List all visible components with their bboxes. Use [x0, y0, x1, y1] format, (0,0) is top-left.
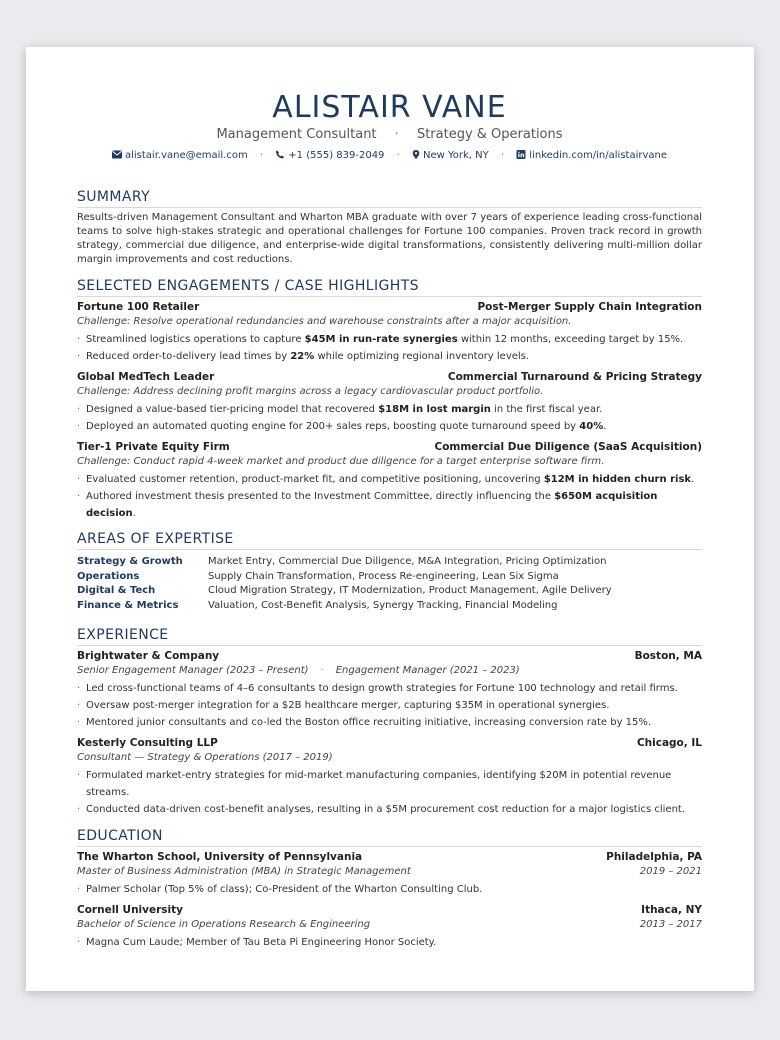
linkedin-icon [516, 150, 526, 159]
list-item [77, 401, 702, 418]
engagement-client: Global MedTech Leader [77, 371, 215, 383]
engagement-project: Commercial Due Diligence (SaaS Acquisition) [434, 441, 702, 453]
experience-bullets [77, 680, 702, 731]
bullet-highlight: 40% [579, 421, 604, 432]
education-degree: Bachelor of Science in Operations Research & Engineering [77, 919, 371, 930]
contact-location [412, 149, 489, 163]
engagement-project: Commercial Turnaround & Pricing Strategy [447, 371, 702, 383]
expertise-heading: AREAS OF EXPERTISE [77, 530, 702, 550]
candidate-subtitle [77, 126, 702, 144]
list-item: · Oversaw post-merger integration for a $2B healthcare merger, capturing $35M in operational synergies. [77, 697, 702, 714]
list-item: · Conducted data-driven cost-benefit analyses, resulting in a $5M procurement cost reduction for a major logistics client. [77, 801, 702, 818]
summary-text: Results-driven Management Consultant and Wharton MBA graduate with over 7 years of experience leading cross-functional teams to solve high-stakes strategic and operational challenges for Fortune 100 companies. Proven track record in growth strategy, commercial due diligence, and enterprise-wide digital transformations, consistently delivering multi-million dollar margin improvements and cost reductions. [77, 212, 702, 265]
engagement-client: Tier-1 Private Equity Firm [77, 441, 230, 453]
engagement-challenge: Challenge: Address declining profit margins across a legacy cardiovascular product portfolio. [77, 386, 544, 397]
education-dates: 2013 – 2017 [639, 919, 702, 930]
bullet-text: Reduced order-to-delivery lead times by [86, 351, 291, 362]
bullet-highlight: 22% [290, 351, 315, 362]
contact-email-text: alistair.vane@email.com [124, 150, 248, 161]
bullet-highlight: $12M in hidden churn risk [543, 474, 692, 485]
expertise-area: Digital & Tech [77, 585, 156, 596]
role-separator: · [320, 665, 324, 676]
list-item [77, 418, 702, 435]
list-item [77, 471, 702, 488]
bullet-highlight: $650M acquisition decision [86, 491, 658, 519]
list-item: · Palmer Scholar (Top 5% of class); Co-President of the Wharton Consulting Club. [77, 881, 702, 898]
experience-location: Chicago, IL [636, 737, 702, 749]
education-degree-row [77, 918, 702, 932]
experience-role: Consultant — Strategy & Operations (2017 – 2019) [77, 752, 333, 763]
engagement-item [77, 440, 702, 522]
bullet-text: . [691, 474, 695, 485]
bullet-text: while optimizing regional inventory levels. [314, 351, 530, 362]
experience-role: Engagement Manager (2021 – 2023) [335, 665, 520, 676]
bullet-text: Evaluated customer retention, product-market fit, and competitive positioning, uncovering [86, 474, 544, 485]
expertise-area: Strategy & Growth [77, 556, 183, 567]
experience-company: Brightwater & Company [77, 650, 220, 662]
engagement-bullets [77, 401, 702, 435]
bullet-text: Streamlined logistics operations to capture [86, 334, 305, 345]
education-degree: Master of Business Administration (MBA) in Strategic Management [77, 866, 411, 877]
bullet-text: Deployed an automated quoting engine for 200+ sales reps, boosting quote turnaround speed by [86, 421, 580, 432]
contact-phone[interactable] [275, 149, 384, 163]
education-bullets [77, 881, 702, 898]
experience-item [77, 736, 702, 818]
contact-separator: · [396, 150, 400, 161]
engagement-item [77, 300, 702, 365]
education-item [77, 903, 702, 951]
list-item: · Led cross-functional teams of 4–6 consultants to design growth strategies for Fortune 100 technology and retail firms. [77, 680, 702, 697]
list-item [77, 348, 702, 365]
subtitle-separator: · [394, 127, 399, 142]
experience-role: Senior Engagement Manager (2023 – Present) [77, 665, 309, 676]
education-school: Cornell University [77, 904, 184, 916]
bullet-highlight: $18M in lost margin [378, 404, 491, 415]
expertise-skills: Valuation, Cost-Benefit Analysis, Synergy Tracking, Financial Modeling [208, 599, 558, 611]
contact-phone-text: +1 (555) 839-2049 [288, 150, 385, 161]
engagement-item [77, 370, 702, 435]
experience-item [77, 649, 702, 731]
engagement-client: Fortune 100 Retailer [77, 301, 200, 313]
education-school: The Wharton School, University of Pennsylvania [77, 851, 363, 863]
expertise-area: Operations [77, 570, 140, 582]
candidate-name: ALISTAIR VANE [272, 90, 507, 125]
contact-linkedin-text: linkedin.com/in/alistairvane [529, 150, 668, 161]
bullet-text: . [603, 421, 607, 432]
bullet-text: . [132, 508, 136, 519]
list-item [77, 331, 702, 348]
engagement-challenge: Challenge: Resolve operational redundancies and warehouse constraints after a major acquisition. [77, 316, 572, 327]
education-degree-row [77, 865, 702, 879]
contact-separator: · [259, 150, 264, 161]
bullet-text: Authored investment thesis presented to the Investment Committee, directly influencing the [86, 491, 555, 502]
expertise-skills: Market Entry, Commercial Due Diligence, M&A Integration, Pricing Optimization [208, 556, 607, 567]
contact-separator: · [500, 150, 505, 161]
engagement-bullets [77, 331, 702, 365]
bullet-text: Designed a value-based tier-pricing model that recovered [86, 404, 379, 415]
map-pin-icon [412, 150, 420, 159]
expertise-skills: Supply Chain Transformation, Process Re-engineering, Lean Six Sigma [208, 570, 559, 582]
bullet-highlight: $45M in run-rate synergies [304, 334, 458, 345]
engagement-project: Post-Merger Supply Chain Integration [477, 301, 702, 313]
experience-company: Kesterly Consulting LLP [77, 737, 218, 749]
subtitle-focus: Strategy & Operations [416, 127, 563, 142]
engagement-challenge: Challenge: Conduct rapid 4-week market and product due diligence for a target enterprise software firm. [77, 456, 605, 467]
expertise-skills: Cloud Migration Strategy, IT Modernization, Product Management, Agile Delivery [208, 585, 612, 596]
list-item [77, 488, 702, 522]
engagements-heading: SELECTED ENGAGEMENTS / CASE HIGHLIGHTS [77, 277, 702, 297]
resume-page [26, 47, 754, 991]
experience-location: Boston, MA [634, 650, 702, 662]
contact-linkedin[interactable] [516, 149, 667, 163]
education-dates: 2019 – 2021 [639, 866, 702, 877]
subtitle-role: Management Consultant [216, 127, 377, 142]
envelope-icon [112, 150, 122, 159]
education-bullets [77, 934, 702, 951]
contact-line [77, 149, 702, 163]
summary-heading: SUMMARY [77, 188, 702, 208]
list-item: · Magna Cum Laude; Member of Tau Beta Pi Engineering Honor Society. [77, 934, 702, 951]
education-heading: EDUCATION [77, 827, 702, 847]
education-location: Ithaca, NY [641, 904, 702, 916]
bullet-text: within 12 months, exceeding target by 15%. [457, 334, 684, 345]
contact-email[interactable] [112, 149, 248, 163]
phone-icon [275, 150, 285, 159]
list-item: · Formulated market-entry strategies for mid-market manufacturing companies, identifying $20M in potential revenue streams. [77, 767, 702, 801]
experience-heading: EXPERIENCE [77, 626, 702, 646]
experience-bullets [77, 767, 702, 818]
bullet-text: in the first fiscal year. [490, 404, 603, 415]
list-item: · Mentored junior consultants and co-led the Boston office recruiting initiative, increasing conversion rate by 15%. [77, 714, 702, 731]
expertise-grid [77, 555, 702, 613]
contact-location-text: New York, NY [422, 150, 489, 161]
education-item [77, 850, 702, 898]
engagement-bullets [77, 471, 702, 522]
education-location: Philadelphia, PA [606, 851, 702, 863]
expertise-area: Finance & Metrics [77, 599, 179, 611]
experience-roles [77, 664, 702, 678]
